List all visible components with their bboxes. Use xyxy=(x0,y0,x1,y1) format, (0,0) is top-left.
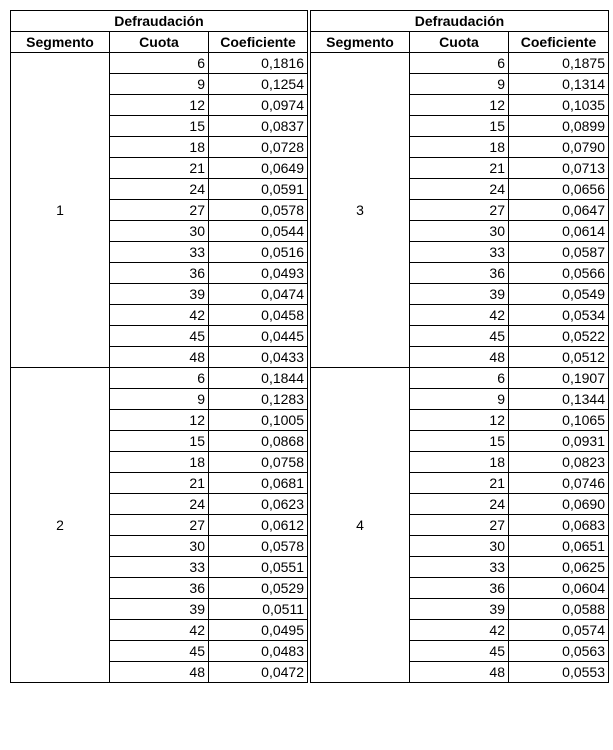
coefficient-cell: 0,0823 xyxy=(509,452,609,473)
quota-cell: 48 xyxy=(110,662,209,683)
segment-header: Segmento xyxy=(11,32,110,53)
quota-cell: 18 xyxy=(410,137,509,158)
coefficient-cell: 0,0790 xyxy=(509,137,609,158)
quota-header: Cuota xyxy=(110,32,209,53)
quota-cell: 18 xyxy=(110,137,209,158)
coefficient-cell: 0,0728 xyxy=(209,137,308,158)
quota-cell: 45 xyxy=(410,326,509,347)
quota-cell: 27 xyxy=(410,200,509,221)
quota-cell: 21 xyxy=(110,158,209,179)
quota-cell: 24 xyxy=(410,179,509,200)
quota-cell: 9 xyxy=(410,74,509,95)
coefficient-cell: 0,0563 xyxy=(509,641,609,662)
quota-cell: 39 xyxy=(110,284,209,305)
coefficient-cell: 0,0493 xyxy=(209,263,308,284)
coefficient-cell: 0,0516 xyxy=(209,242,308,263)
table-row xyxy=(311,53,609,74)
quota-cell: 48 xyxy=(410,662,509,683)
quota-cell: 15 xyxy=(110,431,209,452)
quota-cell: 12 xyxy=(410,95,509,116)
coefficient-cell: 0,1344 xyxy=(509,389,609,410)
quota-cell: 9 xyxy=(110,74,209,95)
coefficient-cell: 0,1314 xyxy=(509,74,609,95)
coefficient-cell: 0,0758 xyxy=(209,452,308,473)
quota-cell: 36 xyxy=(110,263,209,284)
coefficient-table-left xyxy=(10,10,308,683)
quota-cell: 6 xyxy=(110,368,209,389)
quota-cell: 36 xyxy=(410,578,509,599)
quota-cell: 45 xyxy=(110,326,209,347)
coefficient-cell: 0,0445 xyxy=(209,326,308,347)
coefficient-cell: 0,0495 xyxy=(209,620,308,641)
coefficient-cell: 0,0690 xyxy=(509,494,609,515)
coefficient-cell: 0,1035 xyxy=(509,95,609,116)
quota-cell: 15 xyxy=(110,116,209,137)
coefficient-cell: 0,0578 xyxy=(209,536,308,557)
quota-cell: 6 xyxy=(110,53,209,74)
coefficient-cell: 0,1065 xyxy=(509,410,609,431)
coefficient-cell: 0,0566 xyxy=(509,263,609,284)
quota-cell: 21 xyxy=(110,473,209,494)
coefficient-cell: 0,0587 xyxy=(509,242,609,263)
quota-cell: 39 xyxy=(410,599,509,620)
table-row xyxy=(11,53,308,74)
coefficient-cell: 0,0578 xyxy=(209,200,308,221)
table-title: Defraudación xyxy=(11,11,308,32)
coefficient-cell: 0,1254 xyxy=(209,74,308,95)
quota-cell: 21 xyxy=(410,158,509,179)
coefficient-cell: 0,0512 xyxy=(509,347,609,368)
coefficient-header: Coeficiente xyxy=(509,32,609,53)
coefficient-cell: 0,0433 xyxy=(209,347,308,368)
quota-cell: 12 xyxy=(110,95,209,116)
coefficient-cell: 0,0549 xyxy=(509,284,609,305)
coefficient-cell: 0,0681 xyxy=(209,473,308,494)
coefficient-cell: 0,1283 xyxy=(209,389,308,410)
coefficient-cell: 0,0931 xyxy=(509,431,609,452)
table-row xyxy=(311,368,609,389)
quota-cell: 33 xyxy=(410,557,509,578)
quota-cell: 36 xyxy=(410,263,509,284)
quota-cell: 18 xyxy=(410,452,509,473)
segment-cell: 2 xyxy=(11,368,110,683)
quota-cell: 33 xyxy=(110,557,209,578)
coefficient-cell: 0,0574 xyxy=(509,620,609,641)
coefficient-cell: 0,0529 xyxy=(209,578,308,599)
coefficient-cell: 0,0625 xyxy=(509,557,609,578)
coefficient-cell: 0,1816 xyxy=(209,53,308,74)
segment-cell: 1 xyxy=(11,53,110,368)
coefficient-cell: 0,1844 xyxy=(209,368,308,389)
quota-cell: 9 xyxy=(110,389,209,410)
quota-cell: 15 xyxy=(410,431,509,452)
coefficient-table-right xyxy=(310,10,609,683)
quota-cell: 30 xyxy=(110,536,209,557)
coefficient-cell: 0,0544 xyxy=(209,221,308,242)
quota-cell: 21 xyxy=(410,473,509,494)
table-row xyxy=(11,368,308,389)
quota-header: Cuota xyxy=(410,32,509,53)
quota-cell: 27 xyxy=(110,200,209,221)
quota-cell: 45 xyxy=(110,641,209,662)
quota-cell: 48 xyxy=(110,347,209,368)
quota-cell: 6 xyxy=(410,53,509,74)
coefficient-cell: 0,0746 xyxy=(509,473,609,494)
coefficient-cell: 0,1907 xyxy=(509,368,609,389)
coefficient-cell: 0,0604 xyxy=(509,578,609,599)
quota-cell: 27 xyxy=(110,515,209,536)
quota-cell: 42 xyxy=(410,305,509,326)
quota-cell: 42 xyxy=(110,305,209,326)
coefficient-header: Coeficiente xyxy=(209,32,308,53)
coefficient-cell: 0,0511 xyxy=(209,599,308,620)
table-title: Defraudación xyxy=(311,11,609,32)
quota-cell: 30 xyxy=(410,221,509,242)
coefficient-cell: 0,0472 xyxy=(209,662,308,683)
quota-cell: 45 xyxy=(410,641,509,662)
quota-cell: 39 xyxy=(410,284,509,305)
coefficient-cell: 0,0649 xyxy=(209,158,308,179)
coefficient-cell: 0,0899 xyxy=(509,116,609,137)
quota-cell: 39 xyxy=(110,599,209,620)
coefficient-cell: 0,0474 xyxy=(209,284,308,305)
coefficient-cell: 0,0837 xyxy=(209,116,308,137)
coefficient-cell: 0,0868 xyxy=(209,431,308,452)
quota-cell: 33 xyxy=(410,242,509,263)
coefficient-cell: 0,0458 xyxy=(209,305,308,326)
quota-cell: 6 xyxy=(410,368,509,389)
coefficient-cell: 0,0591 xyxy=(209,179,308,200)
coefficient-cell: 0,0974 xyxy=(209,95,308,116)
quota-cell: 24 xyxy=(410,494,509,515)
quota-cell: 36 xyxy=(110,578,209,599)
coefficient-cell: 0,0683 xyxy=(509,515,609,536)
coefficient-cell: 0,0534 xyxy=(509,305,609,326)
quota-cell: 42 xyxy=(410,620,509,641)
coefficient-cell: 0,0623 xyxy=(209,494,308,515)
coefficient-cell: 0,0612 xyxy=(209,515,308,536)
coefficient-cell: 0,0588 xyxy=(509,599,609,620)
quota-cell: 24 xyxy=(110,179,209,200)
coefficient-cell: 0,0713 xyxy=(509,158,609,179)
segment-cell: 3 xyxy=(311,53,410,368)
quota-cell: 24 xyxy=(110,494,209,515)
quota-cell: 30 xyxy=(410,536,509,557)
coefficient-cell: 0,0483 xyxy=(209,641,308,662)
quota-cell: 12 xyxy=(410,410,509,431)
quota-cell: 42 xyxy=(110,620,209,641)
coefficient-cell: 0,0647 xyxy=(509,200,609,221)
quota-cell: 9 xyxy=(410,389,509,410)
quota-cell: 18 xyxy=(110,452,209,473)
coefficient-cell: 0,0614 xyxy=(509,221,609,242)
coefficient-cell: 0,1005 xyxy=(209,410,308,431)
segment-header: Segmento xyxy=(311,32,410,53)
quota-cell: 15 xyxy=(410,116,509,137)
coefficient-cell: 0,0551 xyxy=(209,557,308,578)
coefficient-cell: 0,0522 xyxy=(509,326,609,347)
quota-cell: 33 xyxy=(110,242,209,263)
coefficient-cell: 0,1875 xyxy=(509,53,609,74)
quota-cell: 27 xyxy=(410,515,509,536)
quota-cell: 30 xyxy=(110,221,209,242)
coefficient-cell: 0,0553 xyxy=(509,662,609,683)
coefficient-cell: 0,0651 xyxy=(509,536,609,557)
quota-cell: 48 xyxy=(410,347,509,368)
quota-cell: 12 xyxy=(110,410,209,431)
coefficient-cell: 0,0656 xyxy=(509,179,609,200)
segment-cell: 4 xyxy=(311,368,410,683)
